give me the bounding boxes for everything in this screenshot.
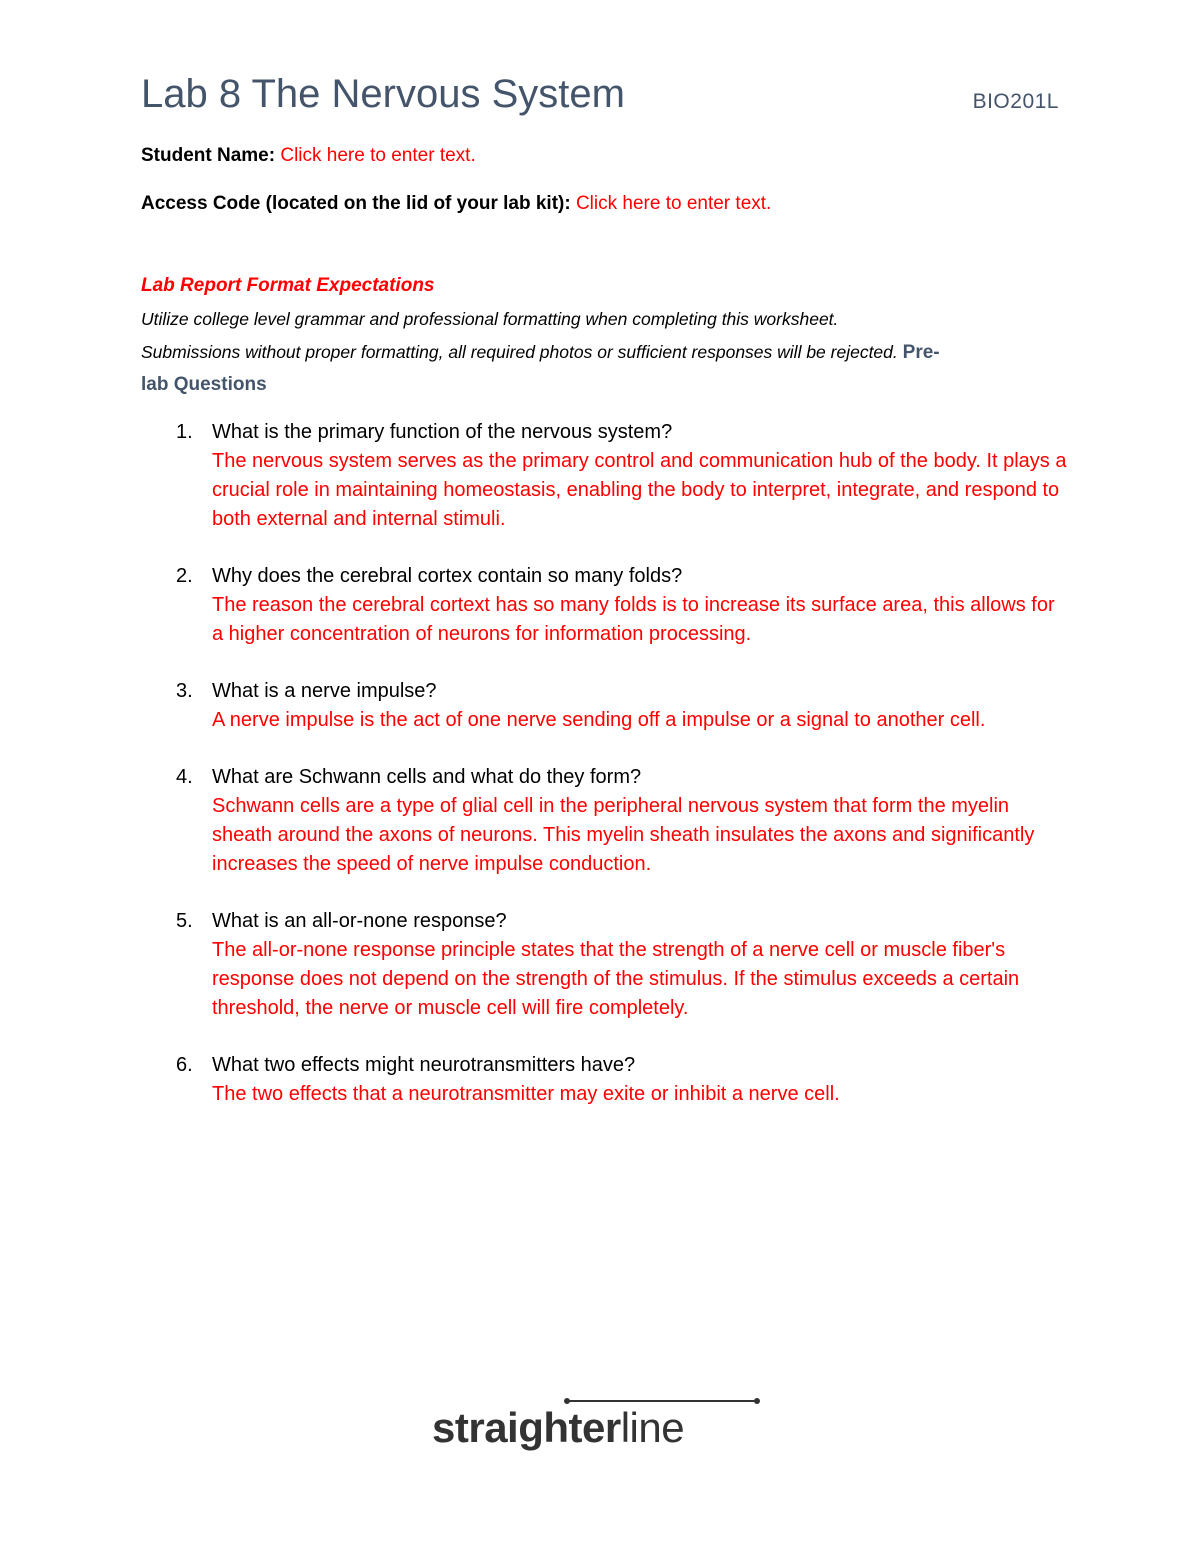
question-item (141, 907, 1071, 1023)
question-text: What is an all-or-none response? (212, 910, 507, 932)
question-number: 5. (176, 910, 193, 932)
question-number: 2. (176, 565, 193, 587)
logo-wordmark (432, 1404, 684, 1452)
question-text: What are Schwann cells and what do they form? (212, 766, 642, 788)
prelab-heading-part-2: lab Questions (141, 374, 267, 395)
answer-text[interactable]: The nervous system serves as the primary control and communication hub of the body. It plays a crucial role in maintaining homeostasis, enabling the body to interpret, integrate, and respond to both external and internal stimuli. (212, 450, 1067, 530)
logo-dot-right (754, 1398, 760, 1404)
question-number: 3. (176, 680, 193, 702)
straighterline-logo (432, 1398, 762, 1458)
question-number: 4. (176, 766, 193, 788)
student-name-field[interactable]: Click here to enter text. (280, 145, 476, 166)
question-item (141, 418, 1071, 534)
answer-text[interactable]: The reason the cerebral cortext has so many folds is to increase its surface area, this allows for a higher concentration of neurons for information processing. (212, 594, 1055, 645)
question-text: Why does the cerebral cortex contain so many folds? (212, 565, 683, 587)
format-expectations-line-2-text: Submissions without proper formatting, all required photos or sufficient responses will be rejected. (141, 342, 898, 362)
answer-text[interactable]: A nerve impulse is the act of one nerve sending off a impulse or a signal to another cell. (212, 709, 986, 731)
access-code-field[interactable]: Click here to enter text. (575, 193, 772, 214)
logo-rule (567, 1400, 757, 1402)
course-code: BIO201L (972, 90, 1059, 113)
question-item (141, 763, 1071, 879)
answer-text[interactable]: The all-or-none response principle states that the strength of a nerve cell or muscle fiber's response does not depend on the strength of the stimulus. If the stimulus exceeds a certain threshold, the nerve or muscle cell will fire completely. (212, 939, 1020, 1019)
question-item (141, 562, 1071, 649)
question-number: 1. (176, 421, 193, 443)
format-expectations-heading: Lab Report Format Expectations (141, 275, 435, 296)
access-code-label: Access Code (located on the lid of your lab kit): (141, 193, 571, 214)
question-text: What is a nerve impulse? (212, 680, 437, 702)
prelab-heading-part-1: Pre- (902, 342, 940, 363)
question-item (141, 677, 1071, 735)
logo-text-bold: straighter (432, 1404, 621, 1451)
question-list (141, 418, 1071, 1137)
question-number: 6. (176, 1054, 193, 1076)
question-text: What is the primary function of the nervous system? (212, 421, 673, 443)
logo-text-light: line (620, 1404, 685, 1451)
page-title: Lab 8 The Nervous System (141, 72, 625, 116)
access-code-row (141, 193, 771, 215)
format-expectations-line-1: Utilize college level grammar and professional formatting when completing this worksheet. (141, 309, 839, 329)
student-name-label: Student Name: (141, 145, 276, 166)
answer-text[interactable]: Schwann cells are a type of glial cell in the peripheral nervous system that form the myelin sheath around the axons of neurons. This myelin sheath insulates the axons and significantly increases the speed of nerve impulse conduction. (212, 795, 1035, 875)
format-expectations-line-2 (141, 342, 940, 364)
question-item (141, 1051, 1071, 1109)
student-name-row (141, 145, 476, 167)
document-header (141, 72, 1059, 124)
question-text: What two effects might neurotransmitters have? (212, 1054, 636, 1076)
answer-text[interactable]: The two effects that a neurotransmitter may exite or inhibit a nerve cell. (212, 1083, 840, 1105)
